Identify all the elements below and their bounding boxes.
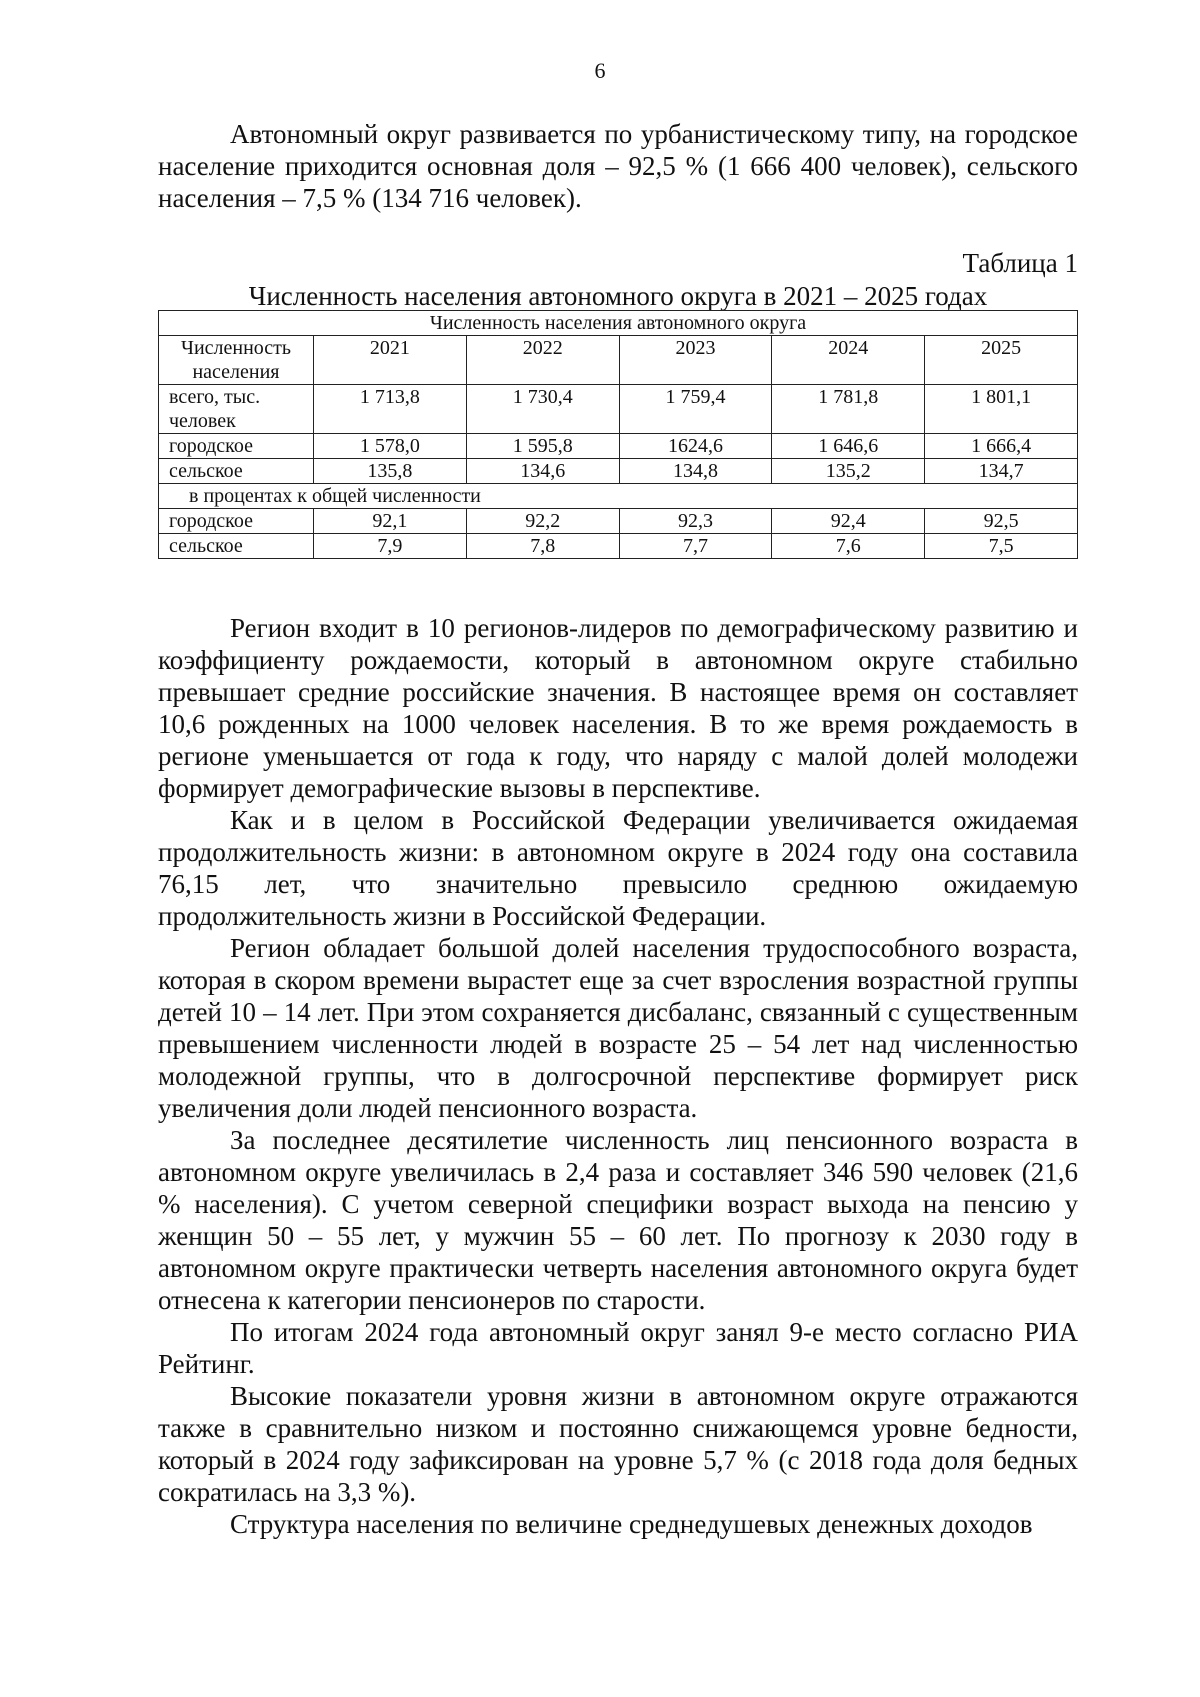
page-number: 6 [594, 58, 606, 83]
body-paragraph: Регион входит в 10 регионов-лидеров по демографическому развитию и коэффициенту рождаемости, который в автономном округе стабильно превышает средние российские значения. В настоящее время он составляет 10,6 рожденных на 1000 человек населения. В то же время рождаемость в регионе уменьшается от года к году, что наряду с малой долей молодежи формирует демографические вызовы в перспективе. [158, 613, 1078, 803]
intro-section [158, 118, 1078, 214]
table-cell: 1 713,8 [314, 385, 467, 434]
table-cell: 7,6 [772, 534, 925, 559]
table-cell: 1 759,4 [619, 385, 772, 434]
table-cell: 92,3 [619, 509, 772, 534]
intro-paragraph: Автономный округ развивается по урбанистическому типу, на городское население приходится основная доля – 92,5 % (1 666 400 человек), сельского населения – 7,5 % (134 716 человек). [158, 119, 1078, 213]
table-cell: 1 666,4 [925, 434, 1078, 459]
row-label: городское [159, 509, 314, 534]
year-header: 2023 [619, 336, 772, 385]
table-section-header-row [159, 311, 1078, 336]
body-paragraph: За последнее десятилетие численность лиц пенсионного возраста в автономном округе увеличилась в 2,4 раза и составляет 346 590 человек (21,6 % населения). С учетом северной специфики возраст выхода на пенсию у женщин 50 – 55 лет, у мужчин 55 – 60 лет. По прогнозу к 2030 году в автономном округе практически четверть населения автономного округа будет отнесена к категории пенсионеров по старости. [158, 1125, 1078, 1315]
body-paragraph: Регион обладает большой долей населения трудоспособного возраста, которая в скором времени вырастет еще за счет взросления возрастной группы детей 10 – 14 лет. При этом сохраняется дисбаланс, связанный с существенным превышением численности людей в возрасте 25 – 54 лет над численностью молодежной группы, что в долгосрочной перспективе формирует риск увеличения доли людей пенсионного возраста. [158, 933, 1078, 1123]
table-cell: 7,9 [314, 534, 467, 559]
table-cell: 1 646,6 [772, 434, 925, 459]
row-label: всего, тыс. человек [159, 385, 314, 434]
table-cell: 134,7 [925, 459, 1078, 484]
table-row [159, 534, 1078, 559]
population-table [158, 310, 1078, 559]
table-cell: 92,5 [925, 509, 1078, 534]
table-cell: 135,2 [772, 459, 925, 484]
section-header-percent: в процентах к общей численности [159, 484, 1078, 509]
table-cell: 1 730,4 [466, 385, 619, 434]
year-header: 2025 [925, 336, 1078, 385]
table-cell: 7,5 [925, 534, 1078, 559]
table-cell: 92,2 [466, 509, 619, 534]
row-label: городское [159, 434, 314, 459]
first-column-header: Численность населения [159, 336, 314, 385]
table-cell: 134,6 [466, 459, 619, 484]
year-header: 2024 [772, 336, 925, 385]
body-paragraph: По итогам 2024 года автономный округ занял 9-е место согласно РИА Рейтинг. [158, 1317, 1078, 1379]
table-cell: 1 578,0 [314, 434, 467, 459]
table-title: Численность населения автономного округа в 2021 – 2025 годах [248, 281, 988, 311]
table-cell: 1 595,8 [466, 434, 619, 459]
table-row [159, 434, 1078, 459]
section-header-absolute: Численность населения автономного округа [159, 311, 1078, 336]
body-paragraph: Высокие показатели уровня жизни в автономном округе отражаются также в сравнительно низком и постоянно снижающемся уровне бедности, который в 2024 году зафиксирован на уровне 5,7 % (с 2018 года доля бедных сократилась на 3,3 %). [158, 1381, 1078, 1507]
row-label: сельское [159, 534, 314, 559]
table-header-row [159, 336, 1078, 385]
table-row [159, 509, 1078, 534]
table-cell: 92,1 [314, 509, 467, 534]
year-header: 2021 [314, 336, 467, 385]
table-cell: 135,8 [314, 459, 467, 484]
body-section [158, 612, 1078, 1540]
table-section-header-row [159, 484, 1078, 509]
table-cell: 7,7 [619, 534, 772, 559]
row-label: сельское [159, 459, 314, 484]
table-cell: 1 801,1 [925, 385, 1078, 434]
table-cell: 134,8 [619, 459, 772, 484]
body-paragraph: Структура населения по величине среднедушевых денежных доходов [230, 1509, 1033, 1539]
body-paragraph: Как и в целом в Российской Федерации увеличивается ожидаемая продолжительность жизни: в автономном округе в 2024 году она составила 76,15 лет, что значительно превысило среднюю ожидаемую продолжительность жизни в Российской Федерации. [158, 805, 1078, 931]
table-row [159, 459, 1078, 484]
table-cell: 7,8 [466, 534, 619, 559]
year-header: 2022 [466, 336, 619, 385]
table-row [159, 385, 1078, 434]
table-cell: 92,4 [772, 509, 925, 534]
table-cell: 1 781,8 [772, 385, 925, 434]
table-cell: 1624,6 [619, 434, 772, 459]
table-number-label: Таблица 1 [962, 248, 1078, 278]
